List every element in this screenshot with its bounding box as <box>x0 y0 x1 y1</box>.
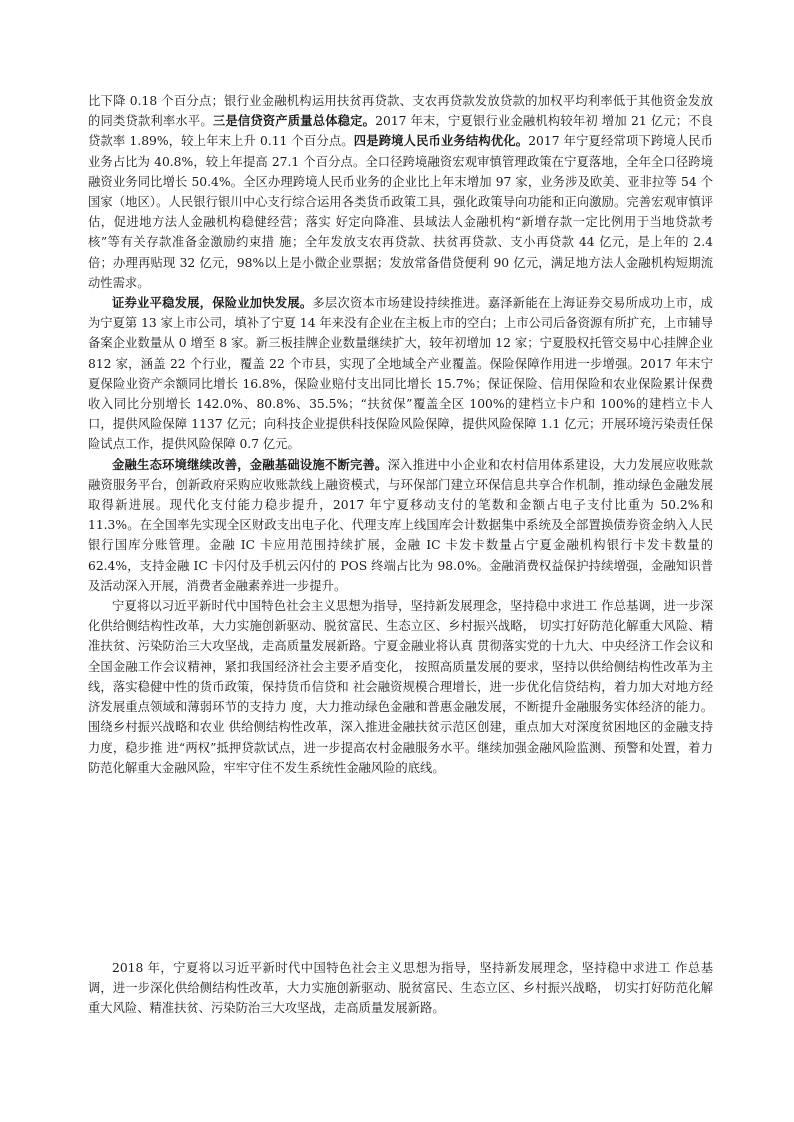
paragraph-credit-quality <box>88 91 713 293</box>
text-run: 2018 年，宁夏将以习近平新时代中国特色社会主义思想为指导，坚持新发展理念，坚持稳中求进工 作总基调，进一步深化供给侧结构性改革，大力实施创新驱动、脱贫富民、生态立区、乡村振兴战略， 切实打好防范化解重大风险、精准扶贫、污染防治三大攻坚战，走高质量发展新路。 <box>88 960 713 1016</box>
paragraph-securities-insurance <box>88 293 713 455</box>
text-run: 2017 年末，宁夏银行业金融机构较年初 增加 21 亿元；不良贷款率 1.89%，较上年末上升 0.11 个百分点。 <box>88 114 713 149</box>
paragraph-financial-ecosystem <box>88 455 713 596</box>
bold-heading: 金融生态环境继续改善，金融基础设施不断完善。 <box>112 456 388 472</box>
text-run: 2017 年宁夏经常项下跨境人民币业务占比为 40.8%，较上年提高 27.1 个百分点。全口径跨境融资宏观审慎管理政策在宁夏落地，全年全口径跨境融资业务同比增长 50.4%。全区办理跨境人民币业务的企业比上年末增加 97 家，业务涉及欧美、亚非拉等 54 个国家（地区）。人民银行银川中心支行综合运用各类货币政策工具，强化政策导向功能和正向激励。完善宏观审慎评估，促进地方法人金融机构稳健经营；落实 好定向降准、县域法人金融机构“新增存款一定比例用于当地贷款考核”等有关存款准备金激励约束措 施；全年发放支农再贷款、扶贫再贷款、支小再贷款 44 亿元，是上年的 2.4 倍；办理再贴现 32 亿元，98%以上是小微企业票据；发放常备借贷便利 90 亿元，满足地方法人金融机构短期流动性需求。 <box>88 134 713 290</box>
bold-heading: 三是信贷资产质量总体稳定。 <box>212 113 376 129</box>
paragraph-2018 <box>88 958 713 1019</box>
bold-heading: 证券业平稳发展，保险业加快发展。 <box>112 295 313 311</box>
document-body <box>88 91 713 1019</box>
paragraph-outlook <box>88 596 713 778</box>
text-run: 宁夏将以习近平新时代中国特色社会主义思想为指导，坚持新发展理念，坚持稳中求进工 作总基调，进一步深化供给侧结构性改革，大力实施创新驱动、脱贫富民、生态立区、乡村振兴战略， 切实打好防范化解重大风险、精准扶贫、污染防治三大攻坚战，走高质量发展新路。宁夏金融业将认真 贯彻落实党的十九大、中央经济工作会议和全国金融工作会议精神，紧扣我国经济社会主要矛盾变化， 按照高质量发展的要求，坚持以供给侧结构性改革为主线，落实稳健中性的货币政策，保持货币信贷和 社会融资规模合理增长，进一步优化信贷结构，着力加大对地方经济发展重点领域和薄弱环节的支持力 度，大力推动绿色金融和普惠金融发展，不断提升金融服务实体经济的能力。围绕乡村振兴战略和农业 供给侧结构性改革，深入推进金融扶贫示范区创建，重点加大对深度贫困地区的金融支持力度，稳步推 进“两权”抵押贷款试点，进一步提高农村金融服务水平。继续加强金融风险监测、预警和处置，着力 防范化解重大金融风险，牢牢守住不发生系统性金融风险的底线。 <box>88 599 713 775</box>
text-run: 深入推进中小企业和农村信用体系建设，大力发展应收账款融资服务平台，创新政府采购应收账款线上融资模式，与环保部门建立环保信息共享合作机制，推动绿色金融发展取得新进展。现代化支付能力稳步提升，2017 年宁夏移动支付的笔数和金额占电子支付比重为 50.2%和 11.3%。在全国率先实现全区财政支出电子化、代理支库上线国库会计数据集中系统及全部置换债券资金纳入人民银行国库分账管理。金融 IC 卡应用范围持续扩展，金融 IC 卡发卡数量占宁夏金融机构银行卡发卡数量的 62.4%，支持金融 IC 卡闪付及手机云闪付的 POS 终端占比为 98.0%。金融消费权益保护持续增强，金融知识普及活动深入开展，消费者金融素养进一步提升。 <box>88 457 713 593</box>
bold-heading: 四是跨境人民币业务结构优化。 <box>353 133 529 149</box>
text-run: 多层次资本市场建设持续推进。嘉泽新能在上海证券交易所成功上市，成为宁夏第 13 家上市公司，填补了宁夏 14 年来没有企业在主板上市的空白；上市公司后备资源有所扩充，上市辅导备案企业数量从 0 增至 8 家。新三板挂牌企业数量继续扩大，较年初增加 12 家；宁夏股权托管交易中心挂牌企业 812 家，涵盖 22 个行业，覆盖 22 个市县，实现了全地域全产业覆盖。保险保障作用进一步增强。2017 年末宁夏保险业资产余额同比增长 16.8%，保险业赔付支出同比增长 15.7%；保证保险、信用保险和农业保险累计保费收入同比分别增长 142.0%、80.8%、35.5%；“扶贫保”覆盖全区 100%的建档立卡户和 100%的建档立卡人口，提供风险保障 1137 亿元；向科技企业提供科技保险风险保障，提供风险保障 1.1 亿元；开展环境污染责任保险试点工作，提供风险保障 0.7 亿元。 <box>88 296 713 452</box>
text-run: 比下降 0.18 个百分点；银行业金融机构运用扶贫再贷款、支农再贷款发放贷款的加权平均利率低于其他资金发放的同类贷款利率水平。 <box>88 94 713 129</box>
